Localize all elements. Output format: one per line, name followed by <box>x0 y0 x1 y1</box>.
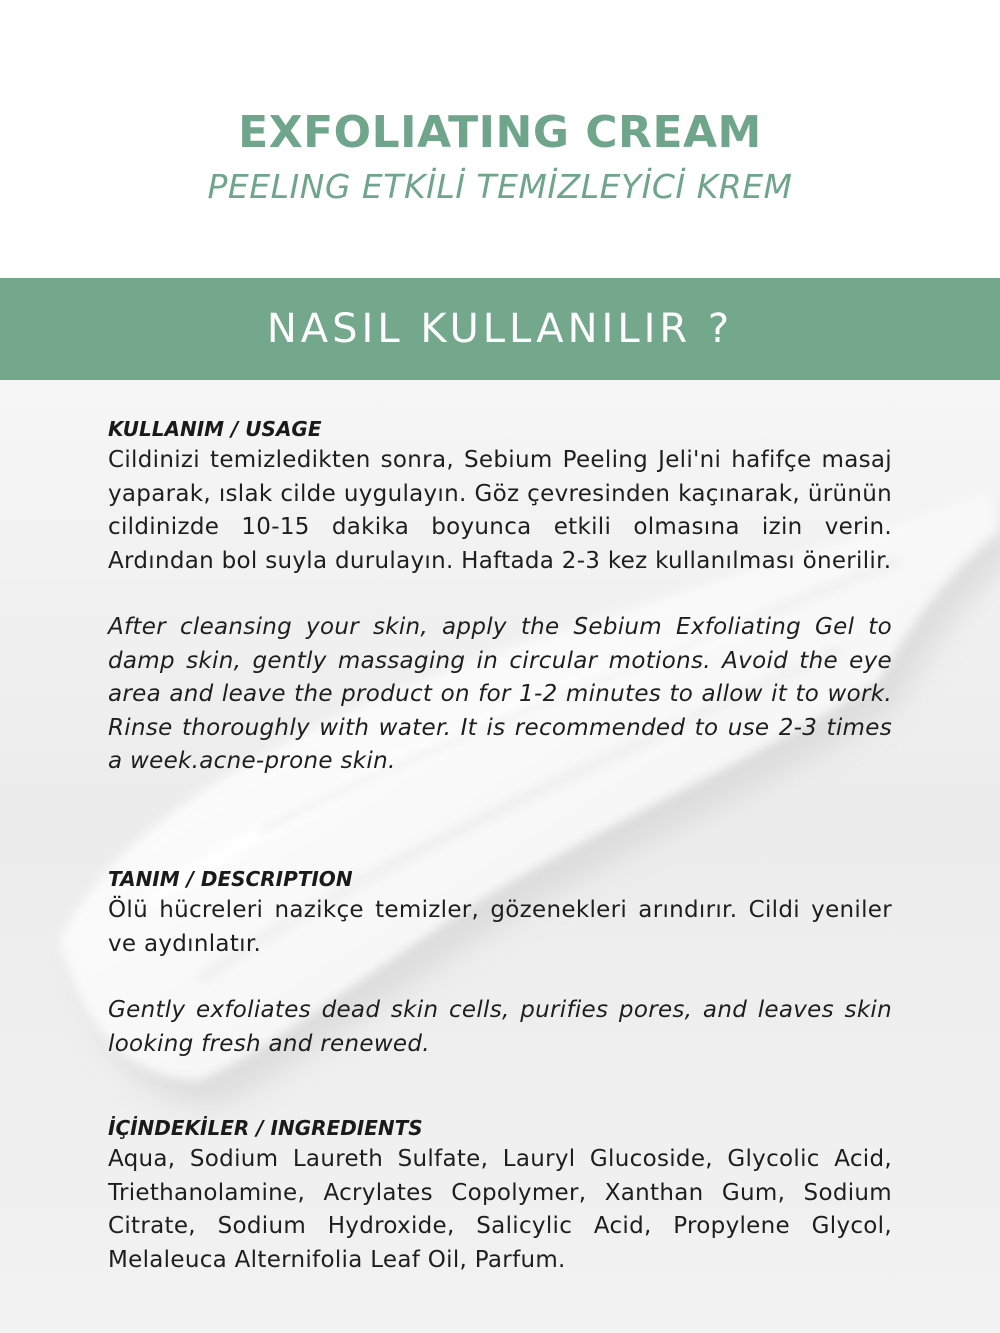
product-subtitle: PEELING ETKİLİ TEMİZLEYİCİ KREM <box>207 167 793 206</box>
usage-section <box>108 414 892 779</box>
product-title: EXFOLIATING CREAM <box>238 107 762 158</box>
usage-text-en: After cleansing your skin, apply the Sebium Exfoliating Gel to damp skin, gently massaging in circular motions. Avoid the eye area and leave the product on for 1-2 minutes to allow it to work. Rinse thoroughly with water. It is recommended to use 2-3 times a week.acne-prone skin. <box>108 614 892 774</box>
header <box>0 0 1000 278</box>
usage-text-tr: Cildinizi temizledikten sonra, Sebium Peeling Jeli'ni hafifçe masaj yaparak, ıslak cilde uygulayın. Göz çevresinden kaçınarak, ürünün cildinizde 10-15 dakika boyunca etkili olmasına izin verin. Ardından bol suyla durulayın. Haftada 2-3 kez kullanılması önerilir. <box>108 447 892 574</box>
banner-heading: NASIL KULLANILIR ? <box>266 306 734 352</box>
description-text-tr: Ölü hücreleri nazikçe temizler, gözenekleri arındırır. Cildi yeniler ve aydınlatır. <box>108 897 892 957</box>
ingredients-label: İÇİNDEKİLER / INGREDIENTS <box>108 1116 423 1140</box>
description-label: TANIM / DESCRIPTION <box>108 867 353 891</box>
description-text-en: Gently exfoliates dead skin cells, purifies pores, and leaves skin looking fresh and renewed. <box>108 997 892 1057</box>
ingredients-section <box>108 1113 892 1277</box>
usage-label: KULLANIM / USAGE <box>108 417 322 441</box>
how-to-use-banner <box>0 278 1000 380</box>
ingredients-text: Aqua, Sodium Laureth Sulfate, Lauryl Glucoside, Glycolic Acid, Triethanolamine, Acrylates Copolymer, Xanthan Gum, Sodium Citrate, Sodium Hydroxide, Salicylic Acid, Propylene Glycol, Melaleuca Alternifolia Leaf Oil, Parfum. <box>108 1146 892 1273</box>
description-section <box>108 864 892 1061</box>
